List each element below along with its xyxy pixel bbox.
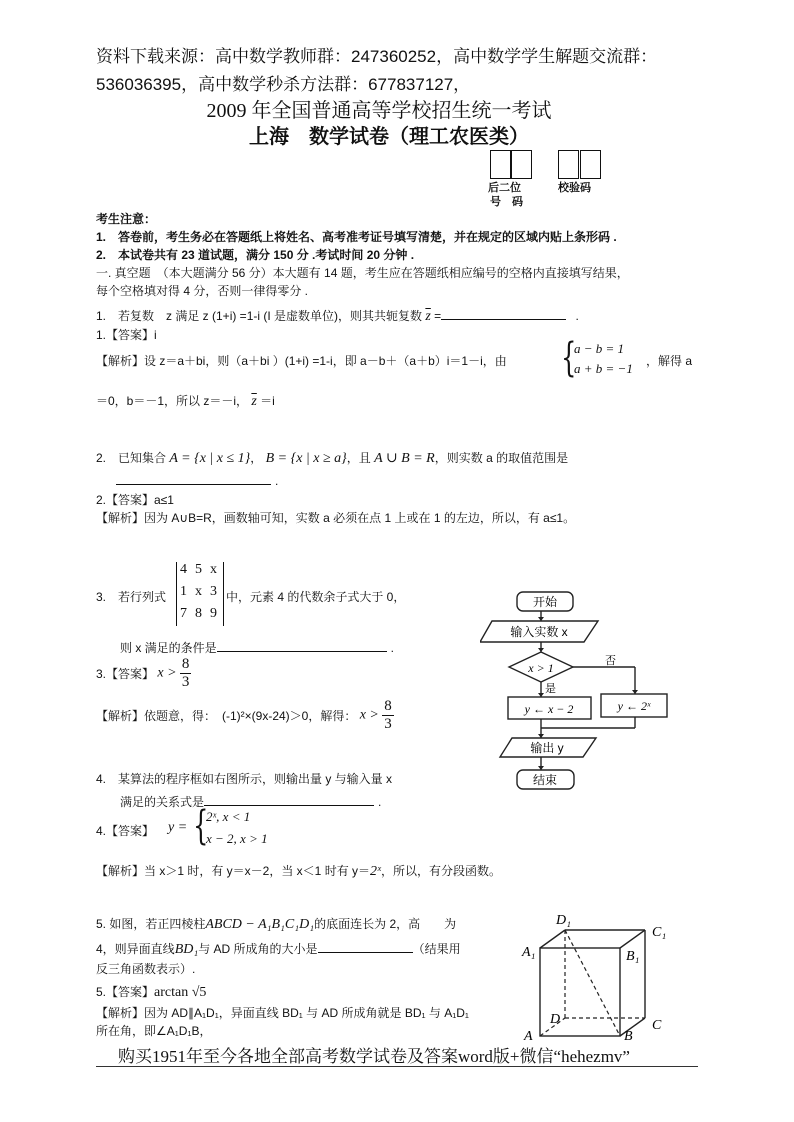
code-label-1: 后二位: [488, 182, 521, 194]
flow-end: 结束: [532, 773, 558, 787]
flow-condition: x > 1: [528, 661, 554, 675]
q3-answer: 3.【答案】 x > $\frac{8}{3}$: [96, 656, 190, 690]
q3-number: 3. 若行列式: [96, 590, 167, 604]
footer-rule: [96, 1066, 698, 1067]
label-C1: C₁: [652, 925, 667, 940]
flow-output: 输出 y: [530, 741, 564, 755]
q2-blank: .: [116, 470, 278, 488]
section-intro-1: 一. 真空题 （本大题满分 56 分）本大题有 14 题，考生应在答题纸相应编号的空格内直接填写结果，: [96, 266, 629, 280]
header-line-1: 资料下载来源：高中数学教师群：247360252，高中数学学生解题交流群：: [96, 47, 658, 66]
q5-answer: 5.【答案】arctan √5: [96, 985, 207, 1000]
flowchart: [480, 586, 690, 806]
q1-stem: 1. 若复数 z 满足 z (1+i) =1-i (I 是虚数单位)，则其共轭复数 $\overline{z}$ = .: [96, 305, 579, 325]
q5-stem-2: 4，则异面直线BD₁与 AD 所成角的大小是 （结果用: [96, 938, 461, 958]
q1-answer: 1.【答案】i: [96, 328, 157, 342]
q2-stem: 2. 已知集合 A = {x | x ≤ 1}， B = {x | x ≥ a}，且 A ∪ B = R，则实数 a 的取值范围是: [96, 451, 569, 466]
q4-analysis: 【解析】当 x＞1 时，有 y＝x－2，当 x＜1 时有 y＝2ˣ，所以，有分段函数。: [96, 864, 501, 879]
q4-stem-2: 满足的关系式是 .: [120, 791, 381, 810]
flow-yes: 是: [545, 683, 556, 695]
flow-start: 开始: [532, 595, 558, 609]
section-intro-2: 每个空格填对得 4 分，否则一律得零分 .: [96, 284, 309, 298]
q3-analysis: 【解析】依题意，得： (-1)²×(9x-24)＞0，解得： x > $\frac{8}{3}$: [96, 698, 392, 732]
q2-analysis: 【解析】因为 A∪B=R，画数轴可知，实数 a 必须在点 1 上或在 1 的左边，所以，有 a≤1。: [96, 511, 576, 525]
label-A1: A₁: [522, 945, 536, 960]
q1-analysis-result: ＝0，b＝－1，所以 z＝－i， $\overline{z} =i$: [96, 394, 275, 409]
q1-analysis: 【解析】设 z＝a＋bi，则（a＋bi ）(1+i) =1-i，即 a－b＋（a＋b）i＝1－i，由: [96, 354, 507, 368]
exam-title: 2009 年全国普通高等学校招生统一考试: [206, 100, 552, 122]
label-C: C: [652, 1018, 662, 1033]
q1-analysis-solve: ，解得 a: [646, 354, 693, 368]
notice-item-2: 2. 本试卷共有 23 道试题，满分 150 分 .考试时间 20 分钟 .: [96, 248, 415, 262]
q3-stem: 中，元素 4 的代数余子式大于 0，: [226, 590, 406, 604]
q4-stem: 4. 某算法的程序框如右图所示，则输出量 y 与输入量 x: [96, 772, 393, 786]
label-D: D: [550, 1012, 561, 1027]
flow-left-assign: y ← x − 2: [524, 702, 574, 716]
check-code-label: 校验码: [558, 182, 591, 194]
exam-subtitle: 上海 数学试卷（理工农医类）: [249, 126, 529, 148]
q4-answer-label: 4.【答案】: [96, 824, 155, 838]
q3-stem-2: 则 x 满足的条件是 .: [120, 637, 394, 656]
label-B: B: [624, 1029, 633, 1040]
prism-diagram: [516, 908, 696, 1040]
code-label-2: 号 码: [490, 196, 523, 208]
q5-stem-1: 5. 如图，若正四棱柱ABCD − A₁B₁C₁D₁的底面连长为 2，高 为: [96, 917, 457, 932]
flow-input: 输入实数 x: [510, 625, 568, 639]
q5-analysis-2: 所在角，即∠A₁D₁B，: [96, 1024, 212, 1038]
q4-answer-y: y =: [168, 820, 188, 835]
flow-right-assign: y ← 2ˣ: [617, 699, 651, 713]
header-line-2: 536036395，高中数学秒杀方法群：677837127，: [96, 75, 471, 94]
q3-determinant: 45x 1x3 789: [176, 562, 224, 626]
notice-item-1: 1. 答卷前，考生务必在答题纸上将姓名、高考准考证号填写清楚，并在规定的区域内贴上条形码 .: [96, 230, 617, 244]
q5-analysis-1: 【解析】因为 AD∥A₁D₁，异面直线 BD₁ 与 AD 所成角就是 BD₁ 与 A₁D₁: [96, 1006, 469, 1020]
q2-answer: 2.【答案】a≤1: [96, 493, 174, 507]
footer-ad: 购买1951年至今各地全部高考数学试卷及答案word版+微信“hehezmv”: [118, 1047, 630, 1066]
notice-heading: 考生注意：: [96, 212, 157, 226]
q5-stem-3: 反三角函数表示）.: [96, 962, 196, 976]
label-D1: D₁: [556, 913, 571, 928]
label-A: A: [524, 1029, 533, 1040]
label-B1: B₁: [626, 949, 640, 964]
flow-no: 否: [605, 655, 616, 667]
